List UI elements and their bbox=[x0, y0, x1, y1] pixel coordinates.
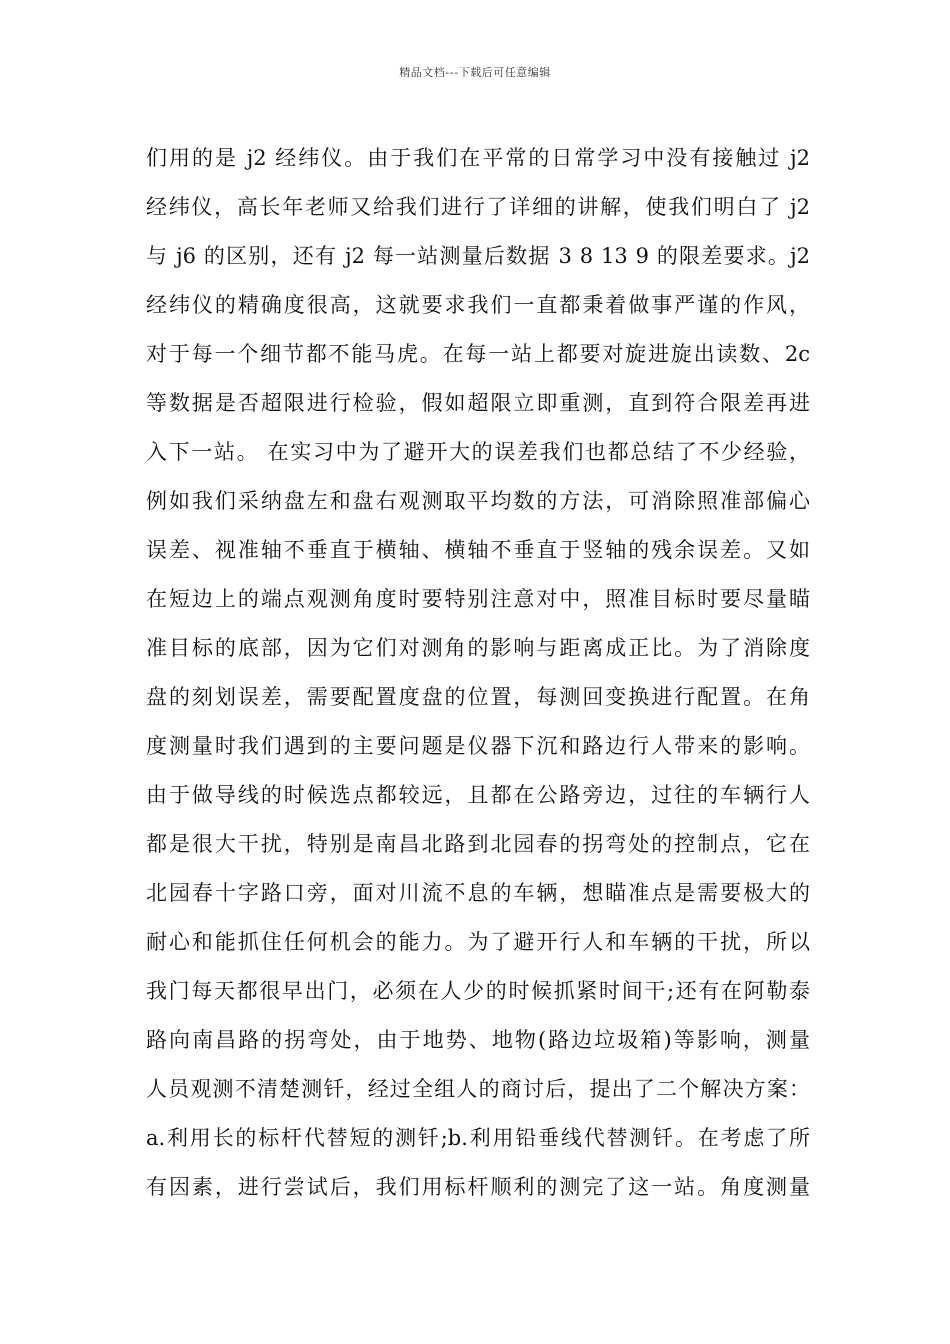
text-line: 盘的刻划误差，需要配置度盘的位置，每测回变换进行配置。在角 bbox=[146, 685, 810, 709]
text-line: 我门每天都很早出门，必须在人少的时候抓紧时间干;还有在阿勒泰 bbox=[146, 979, 810, 1003]
page-header: 精品文档---下载后可任意编辑 bbox=[399, 66, 551, 79]
text-line: 耐心和能抓住任何机会的能力。为了避开行人和车辆的干扰，所以 bbox=[146, 930, 810, 954]
text-line: 度测量时我们遇到的主要问题是仪器下沉和路边行人带来的影响。 bbox=[146, 734, 810, 758]
text-line: a.利用长的标杆代替短的测钎;b.利用铅垂线代替测钎。在考虑了所 bbox=[146, 1126, 810, 1150]
text-line: 与 j6 的区别，还有 j2 每一站测量后数据 3 8 13 9 的限差要求。j2 bbox=[146, 244, 810, 268]
text-line: 在短边上的端点观测角度时要特别注意对中，照准目标时要尽量瞄 bbox=[146, 587, 810, 611]
text-line: 经纬仪的精确度很高，这就要求我们一直都秉着做事严谨的作风， bbox=[146, 293, 810, 317]
text-line: 都是很大干扰，特别是南昌北路到北园春的拐弯处的控制点，它在 bbox=[146, 832, 810, 856]
text-line: 误差、视准轴不垂直于横轴、横轴不垂直于竖轴的残余误差。又如 bbox=[146, 538, 810, 562]
text-line: 等数据是否超限进行检验，假如超限立即重测，直到符合限差再进 bbox=[146, 391, 810, 415]
text-line: 由于做导线的时候选点都较远，且都在公路旁边，过往的车辆行人 bbox=[146, 783, 810, 807]
text-line: 例如我们采纳盘左和盘右观测取平均数的方法，可消除照准部偏心 bbox=[146, 489, 810, 513]
text-line: 们用的是 j2 经纬仪。由于我们在平常的日常学习中没有接触过 j2 bbox=[146, 146, 810, 170]
text-line: 入下一站。 在实习中为了避开大的误差我们也都总结了不少经验， bbox=[146, 440, 810, 464]
text-line: 北园春十字路口旁，面对川流不息的车辆，想瞄准点是需要极大的 bbox=[146, 881, 810, 905]
text-line: 人员观测不清楚测钎，经过全组人的商讨后，提出了二个解决方案： bbox=[146, 1077, 810, 1101]
text-line: 对于每一个细节都不能马虎。在每一站上都要对旋进旋出读数、2c bbox=[146, 342, 810, 366]
text-line: 有因素，进行尝试后，我们用标杆顺利的测完了这一站。角度测量 bbox=[146, 1175, 810, 1199]
text-line: 经纬仪，高长年老师又给我们进行了详细的讲解，使我们明白了 j2 bbox=[146, 195, 810, 219]
text-line: 准目标的底部，因为它们对测角的影响与距离成正比。为了消除度 bbox=[146, 636, 810, 660]
body-text bbox=[146, 134, 810, 1212]
text-line: 路向南昌路的拐弯处，由于地势、地物(路边垃圾箱)等影响，测量 bbox=[146, 1028, 810, 1052]
